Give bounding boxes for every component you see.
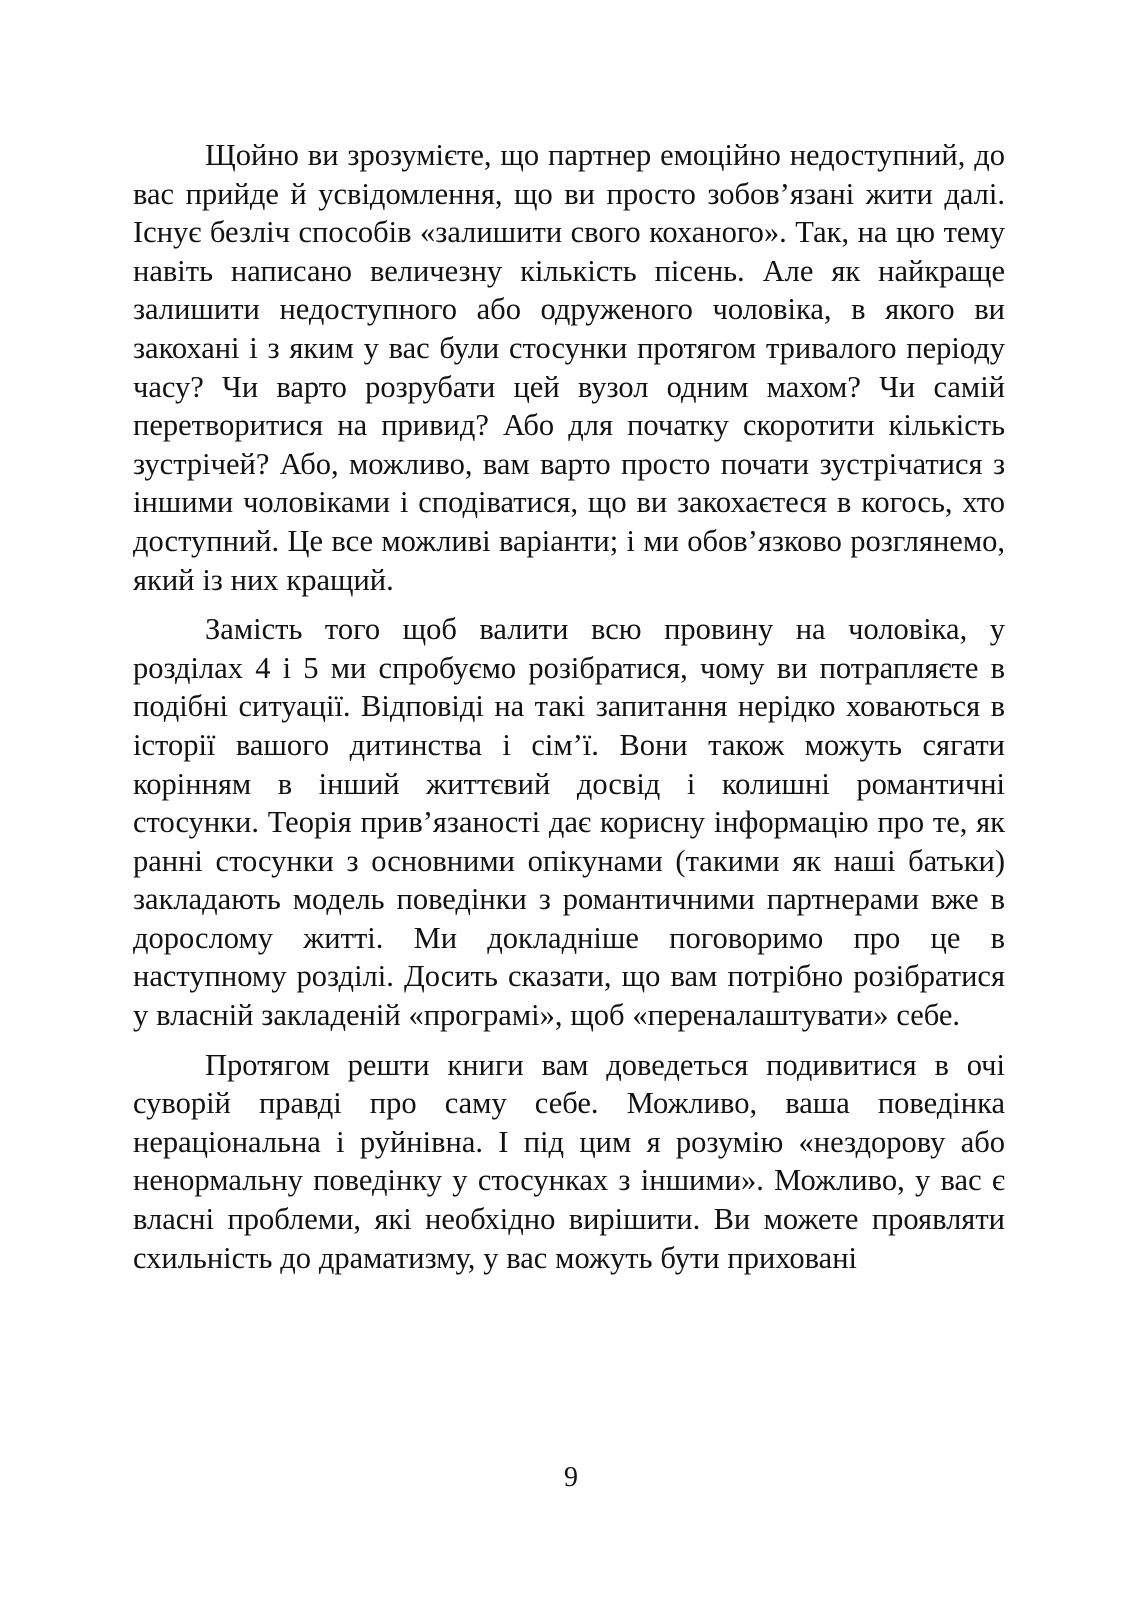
body-paragraph-3: Протягом решти книги вам доведеться подивитися в очі суворій правді про саму себе. Можливо, ваша поведінка нераціональна і руйнівна. І під цим я розумію «нездорову або ненормальну поведінку у стосунках з іншими». Можливо, у вас є власні проблеми, які необхідно вирішити. Ви можете проявляти схильність до драматизму, у вас можуть бути приховані xyxy=(133,1047,1005,1275)
body-paragraph-1: Щойно ви зрозумієте, що партнер емоційно недоступний, до вас прийде й усвідомлення, що ви просто зобов’язані жити далі. Існує безліч способів «залишити свого коханого». Так, на цю тему навіть написано величезну кількість пісень. Але як найкраще залишити недоступного або одруженого чоловіка, в якого ви закохані і з яким у вас були стосунки протягом тривалого періоду часу? Чи варто розрубати цей вузол одним махом? Чи самій перетворитися на привид? Або для початку скоротити кількість зустрічей? Або, можливо, вам варто просто почати зустрічатися з іншими чоловіками і сподіватися, що ви закохаєтеся в когось, хто доступний. Це все можливі варіанти; і ми обов’язково розглянемо, який із них кращий. xyxy=(133,138,1005,597)
page-number: 9 xyxy=(564,1462,578,1493)
body-paragraph-2: Замість того щоб валити всю провину на чоловіка, у розділах 4 і 5 ми спробуємо розібратися, чому ви потрапляєте в подібні ситуації. Відповіді на такі запитання нерідко ховаються в історії вашого дитинства і сім’ї. Вони також можуть сягати корінням в інший життєвий досвід і колишні романтичні стосунки. Теорія прив’язаності дає корисну інформацію про те, як ранні стосунки з основними опікунами (такими як наші батьки) закладають модель поведінки з романтичними партнерами вже в дорослому житті. Ми докладніше поговоримо про це в наступному розділі. Досить сказати, що вам потрібно розібратися у власній закладеній «програмі», щоб «переналаштувати» себе. xyxy=(133,612,1005,1033)
page-text-block xyxy=(133,136,1005,1277)
